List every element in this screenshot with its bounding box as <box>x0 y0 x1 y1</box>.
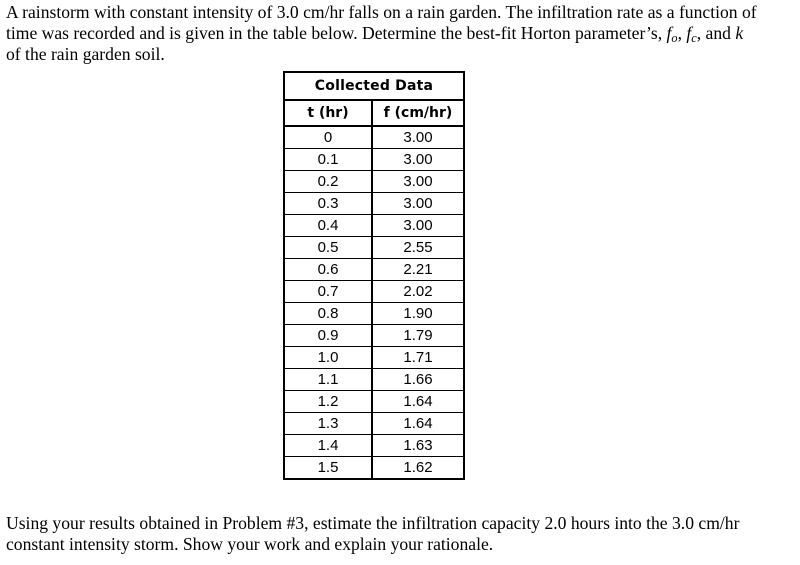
cell-rate: 3.00 <box>372 215 464 237</box>
problem-statement <box>6 2 757 65</box>
cell-time: 1.4 <box>284 435 372 457</box>
table-row <box>284 413 464 435</box>
cell-rate: 1.64 <box>372 413 464 435</box>
table-row <box>284 457 464 480</box>
cell-time: 0.9 <box>284 325 372 347</box>
problem-line-2 <box>6 23 757 44</box>
cell-time: 0.2 <box>284 171 372 193</box>
table-row <box>284 215 464 237</box>
cell-rate: 1.62 <box>372 457 464 480</box>
cell-time: 1.0 <box>284 347 372 369</box>
problem-line-1: A rainstorm with constant intensity of 3.0 cm/hr falls on a rain garden. The infiltration rate as a function of <box>6 2 757 22</box>
table-row <box>284 435 464 457</box>
cell-rate: 3.00 <box>372 126 464 149</box>
column-header-time: t (hr) <box>284 100 372 126</box>
cell-time: 0.3 <box>284 193 372 215</box>
separator-comma: , <box>677 23 687 43</box>
cell-time: 0.6 <box>284 259 372 281</box>
table-row <box>284 347 464 369</box>
cell-rate: 3.00 <box>372 149 464 171</box>
symbol-k: k <box>735 23 744 43</box>
cell-rate: 2.02 <box>372 281 464 303</box>
cell-rate: 3.00 <box>372 193 464 215</box>
table-row <box>284 369 464 391</box>
table-row <box>284 126 464 149</box>
cell-time: 0.4 <box>284 215 372 237</box>
followup-line-1: Using your results obtained in Problem #3, estimate the infiltration capacity 2.0 hours into the 3.0 cm/hr <box>6 513 740 533</box>
cell-rate: 3.00 <box>372 171 464 193</box>
table-row <box>284 325 464 347</box>
cell-rate: 1.63 <box>372 435 464 457</box>
cell-time: 1.1 <box>284 369 372 391</box>
cell-time: 0.8 <box>284 303 372 325</box>
cell-rate: 2.21 <box>372 259 464 281</box>
cell-time: 0.1 <box>284 149 372 171</box>
table-row <box>284 193 464 215</box>
cell-time: 0.7 <box>284 281 372 303</box>
table-title: Collected Data <box>284 72 464 100</box>
table-row <box>284 171 464 193</box>
table-row <box>284 281 464 303</box>
table-row <box>284 259 464 281</box>
symbol-f0-subscript: o <box>671 31 678 46</box>
symbol-fc-letter: f <box>686 23 692 43</box>
problem-line-2-text: time was recorded and is given in the table below. Determine the best-fit Horton parameter’s, <box>6 23 667 43</box>
cell-time: 1.5 <box>284 457 372 480</box>
symbol-fc <box>686 23 697 46</box>
table-row <box>284 237 464 259</box>
followup-line-2: constant intensity storm. Show your work and explain your rationale. <box>6 534 494 554</box>
cell-rate: 1.66 <box>372 369 464 391</box>
cell-rate: 1.64 <box>372 391 464 413</box>
cell-time: 1.2 <box>284 391 372 413</box>
followup-question <box>6 513 739 555</box>
table-row <box>284 149 464 171</box>
problem-line-3: of the rain garden soil. <box>6 44 165 64</box>
cell-rate: 1.90 <box>372 303 464 325</box>
cell-rate: 1.79 <box>372 325 464 347</box>
cell-rate: 2.55 <box>372 237 464 259</box>
table-row <box>284 303 464 325</box>
table-row <box>284 391 464 413</box>
symbol-fc-subscript: c <box>691 31 697 46</box>
cell-time: 0.5 <box>284 237 372 259</box>
symbol-f0-letter: f <box>666 23 672 43</box>
column-header-infiltration: f (cm/hr) <box>372 100 464 126</box>
cell-rate: 1.71 <box>372 347 464 369</box>
collected-data-table <box>283 71 465 480</box>
symbol-f0 <box>666 23 678 46</box>
separator-and: , and <box>696 23 736 43</box>
cell-time: 1.3 <box>284 413 372 435</box>
cell-time: 0 <box>323 129 333 146</box>
